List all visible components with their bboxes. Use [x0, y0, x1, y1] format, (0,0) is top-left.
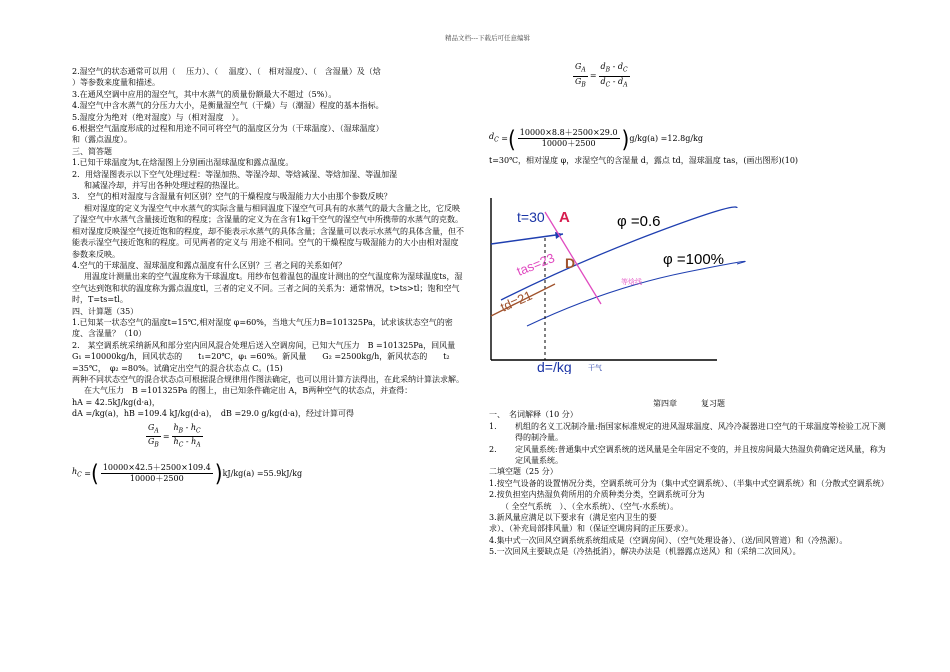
calc-2-ha: hA = 42.5kJ/kg(d·a)，: [72, 397, 160, 407]
right-column-lower: [489, 392, 889, 558]
question-1: 1.已知干球温度为t,在焓湿图上分别画出湿球温度和露点温度。: [72, 158, 294, 168]
question-3: 3. 空气的相对湿度与含湿量有何区别？空气的干燥程度与吸湿能力大小由那个参数反映？: [72, 192, 392, 202]
dc-formula: $d_C$ = ( $\frac{10000\times 8.8+2500\times 29.0}{10000+2500}$ ) g/kg(a) =12.8g/kg: [489, 124, 703, 153]
page-header: 精品文档---下载后可任意编辑: [445, 34, 531, 42]
definition-2: 2. 定风量系统:普通集中式空调系统的送风量是全年固定不变的，并且按房间最大热湿负荷确定送风量，称为定风量系统。: [489, 444, 886, 466]
question-4: 4.空气的干球温度、湿球温度和露点温度有什么区别？三 者之间的关系如何？: [72, 260, 347, 270]
label-t30: t=30: [517, 209, 545, 225]
blank-2-cont: （ 全空气系统 ）、（全水系统）、（空气-水系统）。: [501, 501, 679, 511]
isotherm-line: [491, 234, 563, 244]
fill-blank-2: 2.湿空气的状态通常可以用（ 压力）、（ 温度）、（ 相对湿度）、（ 含湿量）及（焓: [72, 67, 381, 76]
hc-fraction: $\frac{10000\times 42.5+2500\times 109.4}{10000+2500}$: [102, 462, 211, 483]
point-d-label: D: [565, 255, 576, 271]
blank-4: 4.集中式一次回风空调系统系统组成是（空调房间）、（空气处理设备）、（送/回风管道）和（冷热源）。: [489, 535, 848, 545]
chart-question: t=30℃，相对湿度 φ，求湿空气的含湿量 d，露点 td，湿球温度 tas，(画出图形)(10): [489, 156, 799, 166]
question-2-cont: 和减湿冷却，并写出各种处理过程的热湿比。: [84, 181, 244, 191]
fill-blank-6: 6.根据空气温度形成的过程和用途不同可将空气的温度区分为（干球温度）、（湿球温度）: [72, 124, 384, 134]
ratio-d: $\frac{d_B - d_C}{d_C - d_A}$: [600, 62, 628, 89]
dc-fraction: $\frac{10000\times 8.8+2500\times 29.0}{10000+2500}$: [519, 128, 618, 149]
calc-2-lookup: 在大气压力 B =101325Pa 的图上，由已知条件确定出 A，B两种空气的状态点，并查得：: [84, 386, 413, 396]
fill-blank-2-cont: ）等参数来度量和描述。: [72, 78, 160, 88]
ratio-h: $\frac{h_B - h_C}{h_C - h_A}$: [173, 422, 201, 449]
point-a-label: A: [559, 209, 570, 226]
chapter-title: 第四章 复习题: [653, 399, 725, 408]
ratio-formula-h: $\frac{G_A}{G_B}$ = $\frac{h_B - h_C}{h_C - h_A}$: [148, 422, 201, 449]
ratio-formula-d: $\frac{G_A}{G_B}$ = $\frac{d_B - d_C}{d_C - d_A}$: [575, 62, 628, 89]
blank-3: 3.新风量应满足以下要求有（满足室内卫生的要: [489, 513, 657, 523]
fill-blank-5: 5.湿度分为绝对（绝对湿度）与（相对湿度 ）。: [72, 112, 244, 122]
left-column: [72, 66, 464, 487]
label-phi-06: φ =0.6: [617, 213, 661, 230]
blank-2: 2.按负担室内热湿负荷所用的介质种类分类，空调系统可分为: [489, 490, 705, 500]
calc-1: 1.已知某一状态空气的温度t=15℃,相对湿度 φ=60%，当地大气压力B=101325Pa，试求该状态空气的密度、含湿量？（10）: [72, 317, 453, 339]
psychrometric-figure: [487, 198, 749, 374]
section-3-heading: 三、简答题: [72, 146, 112, 156]
section-1-heading: 一、 名词解释（10 分）: [489, 410, 578, 420]
blank-5: 5.一次回风主要缺点是（冷热抵消），解决办法是（机器露点送风）和（采纳二次回风）。: [489, 547, 801, 557]
blank-3-cont: 求）、（补充局部排风量）和（保证空调房间的正压要求）。: [489, 524, 693, 534]
label-d: d=/kg: [537, 359, 572, 374]
answer-4: 用温度计测量出来的空气温度称为干球温度t。用纱布包着温包的温度计测出的空气温度称为湿球温度ts，湿空气达到饱和状的温度称为露点温度tl，三者的定义不同。三者之间的关系为：通常情况，t>ts>tl；饱和空气时，T=ts=tl。: [72, 272, 463, 305]
ratio-g: $\frac{G_A}{G_B}$: [148, 422, 159, 449]
section-2-heading: 二填空题（25 分）: [489, 467, 558, 477]
fill-blank-3: 3.在通风空调中应用的湿空气，其中水蒸气的质量份额最大不超过（5%）。: [72, 89, 337, 99]
calc-2-method: 两种不同状态空气的混合状态点可根据混合规律用作图法确定，也可以用计算方法得出，在此采纳计算法求解。: [72, 374, 464, 384]
question-2: 2．用焓湿图表示以下空气处理过程：等湿加热、等湿冷却、等焓减湿、等焓加湿、等温加湿: [72, 169, 398, 179]
calc-2: 2. 某空调系统采纳新风和部分室内回风混合处理后送入空调房间，已知大气压力 B =101325Pa，回风量 G₁ =10000kg/h，回风状态的 t₁=20℃，φ₁ =60%。新风量 G₂ =2500kg/h，新风状态的 t₂ =35℃， φ₂ =80%。试确定出空气的混合状态点 C。(15): [72, 340, 464, 373]
label-phi-100: φ =100%: [663, 251, 725, 268]
label-isenthalpic: 等焓线: [621, 279, 642, 286]
definition-1: 1. 机组的名义工况制冷量:指国家标准规定的进风湿球温度、风冷冷凝器进口空气的干球温度等检验工况下测得的制冷量。: [489, 421, 886, 443]
right-column: [489, 62, 889, 167]
rh-curve-06: [527, 261, 745, 326]
fill-blank-6-cont: 和（露点温度）。: [72, 135, 132, 145]
label-dry-air: 干气: [588, 365, 602, 372]
answer-3: 相对湿度的定义为湿空气中水蒸气的实际含量与相同温度下湿空气可具有的水蒸气的最大含量之比，它反映了湿空气中水蒸气含量接近饱和的程度；含湿量的定义为在含有1kg干空气的湿空气中所携带的水蒸气的克数。相对湿度反映湿空气接近饱和的程度，却不能表示水蒸气的具体含量；含湿量可以表示水蒸气的具体含量，但不能表示湿空气接近饱和的程度。可见两者的定义与 用途不相同。空气的干燥程度与吸湿能力的大小由相对湿度参数来反映。: [72, 203, 464, 259]
blank-1: 1.按空气设备的设置情况分类，空调系统可分为（集中式空调系统）、（半集中式空调系统）和（分散式空调系统）: [489, 478, 889, 488]
hc-formula: $h_C$ = ( $\frac{10000\times 42.5+2500\times 109.4}{10000+2500}$ ) kJ/kg(a) =55.9kJ/kg: [72, 459, 303, 488]
fill-blank-4: 4.湿空气中含水蒸气的分压力大小，是衡量湿空气（干燥）与（潮湿）程度的基本指标。: [72, 101, 384, 111]
label-tas: tas=23: [514, 250, 557, 279]
section-4-heading: 四、计算题（35）: [72, 306, 139, 316]
calc-2-da: dA =/kg(a)，hB =109.4 kJ/kg(d·a)， dB =29.0 g/kg(d·a)，经过计算可得: [72, 409, 354, 419]
label-td: td=21: [498, 287, 535, 315]
